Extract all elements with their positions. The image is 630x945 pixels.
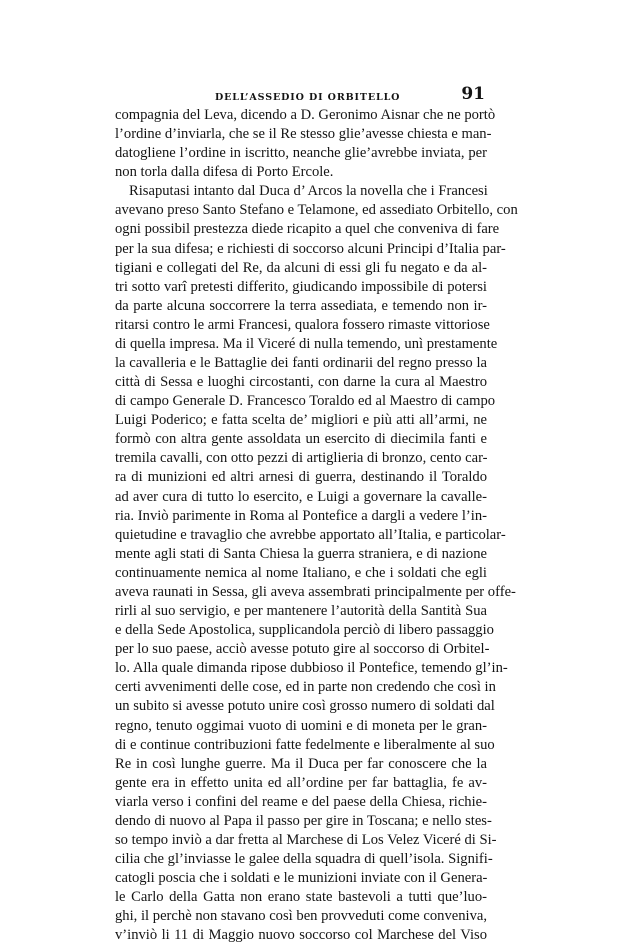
- text-line: e della Sede Apostolica, supplicandola perciò di libero passaggio: [115, 622, 494, 639]
- text-line: formò con altra gente assoldata un esercito di diecimila fanti e: [115, 431, 487, 448]
- text-line: ria. Inviò parimente in Roma al Pontefice a dargli a vedere l’in-: [115, 507, 487, 524]
- text-line: aveva raunati in Sessa, gli aveva assembrati principalmente per offe-: [115, 583, 516, 600]
- text-line: ad aver cura di tutto lo esercito, e Luigi a governare la cavalle-: [115, 488, 487, 505]
- text-line: certi avvenimenti delle cose, ed in parte non credendo che così in: [115, 679, 496, 696]
- text-line: datogliene l’ordine in iscritto, neanche glie’avrebbe inviata, per: [115, 145, 487, 162]
- text-line: lo. Alla quale dimanda ripose dubbioso il Pontefice, temendo gl’in-: [115, 660, 508, 677]
- text-line: gente era in effetto unita ed all’ordine per far battaglia, fe av-: [115, 774, 487, 791]
- text-line: cilia che gl’inviasse le galee della squadra di quell’isola. Signifi-: [115, 851, 493, 868]
- page-header: [115, 84, 485, 108]
- text-line: regno, tenuto oggimai vuoto di uomini e di moneta per le gran-: [115, 717, 487, 734]
- text-line: mente agli stati di Santa Chiesa la guerra straniera, e di nazione: [115, 545, 487, 562]
- text-line: la cavalleria e le Battaglie dei fanti ordinarii del regno presso la: [115, 355, 487, 372]
- running-head: DELL’ASSEDIO DI ORBITELLO: [215, 92, 401, 103]
- text-line: ra di munizioni ed altri arnesi di guerra, destinando il Toraldo: [115, 469, 487, 486]
- text-line: avevano preso Santo Stefano e Telamone, ed assediato Orbitello, con: [115, 202, 518, 219]
- text-line: tigiani e collegati del Re, da alcuni di essi gli fu negato e da al-: [115, 259, 487, 276]
- text-line: viarla verso i confini del reame e del paese della Chiesa, richie-: [115, 793, 487, 810]
- text-line: un subito si avesse potuto unire così grosso numero di soldati dal: [115, 698, 495, 715]
- text-line: so tempo inviò a dar fretta al Marchese di Los Velez Viceré di Si-: [115, 831, 497, 848]
- text-line: città di Sessa e luoghi circostanti, con darne la cura al Maestro: [115, 374, 487, 391]
- text-line: continuamente nemica al nome Italiano, e che i soldati che egli: [115, 564, 487, 581]
- text-line: l’ordine d’inviarla, che se il Re stesso glie’avesse chiesta e man-: [115, 126, 492, 143]
- page-number: 91: [461, 84, 485, 104]
- text-line: di e continue contribuzioni fatte fedelmente e liberalmente al suo: [115, 736, 495, 753]
- text-line: tri sotto varî pretesti differito, giudicando impossibile di potersi: [115, 278, 487, 295]
- text-line: tremila cavalli, con otto pezzi di artiglieria di bronzo, cento car-: [115, 450, 488, 467]
- text-line: ogni possibil prestezza diede ricapito a quel che conveniva di fare: [115, 221, 500, 238]
- body-text: [115, 106, 518, 945]
- text-line: ghi, il perchè non stavano così ben provveduti come conveniva,: [115, 908, 487, 925]
- text-line: ritarsi contro le armi Francesi, qualora fossero rimaste vittoriose: [115, 316, 490, 333]
- text-line: di campo Generale D. Francesco Toraldo ed al Maestro di campo: [115, 393, 496, 410]
- text-line: rirli al suo servigio, e per mantenere l’autorità della Santità Sua: [115, 603, 487, 620]
- text-line: le Carlo della Gatta non erano state bastevoli a tutti que’luo-: [115, 889, 487, 906]
- text-line: per lo suo paese, acciò avesse potuto gire al soccorso di Orbitel-: [115, 641, 490, 658]
- text-line: dendo di nuovo al Papa il passo per gire in Toscana; e nello stes-: [115, 812, 492, 829]
- text-line: non torla dalla difesa di Porto Ercole.: [115, 164, 334, 181]
- text-line: Re in così lunghe guerre. Ma il Duca per far conoscere che la: [115, 755, 487, 772]
- text-line: compagnia del Leva, dicendo a D. Geronimo Aisnar che ne portò: [115, 107, 496, 123]
- text-line: per la sua difesa; e richiesti di soccorso alcuni Principi d’Italia par-: [115, 240, 506, 257]
- text-line: quietudine e travaglio che avrebbe apportato all’Italia, e particolar-: [115, 526, 506, 543]
- paragraph-start-line: Risaputasi intanto dal Duca d’ Arcos la novella che i Francesi: [129, 183, 488, 200]
- text-line: da parte alcuna soccorrere la terra assediata, e temendo non ir-: [115, 297, 487, 314]
- text-line: v’inviò li 11 di Maggio nuovo soccorso col Marchese del Viso: [115, 927, 487, 944]
- text-line: catogli poscia che i soldati e le munizioni inviate con il Genera-: [115, 870, 488, 887]
- text-line: Luigi Poderico; e fatta scelta de’ migliori e più atti all’armi, ne: [115, 412, 487, 429]
- text-line: di quella impresa. Ma il Viceré di nulla temendo, unì prestamente: [115, 335, 498, 352]
